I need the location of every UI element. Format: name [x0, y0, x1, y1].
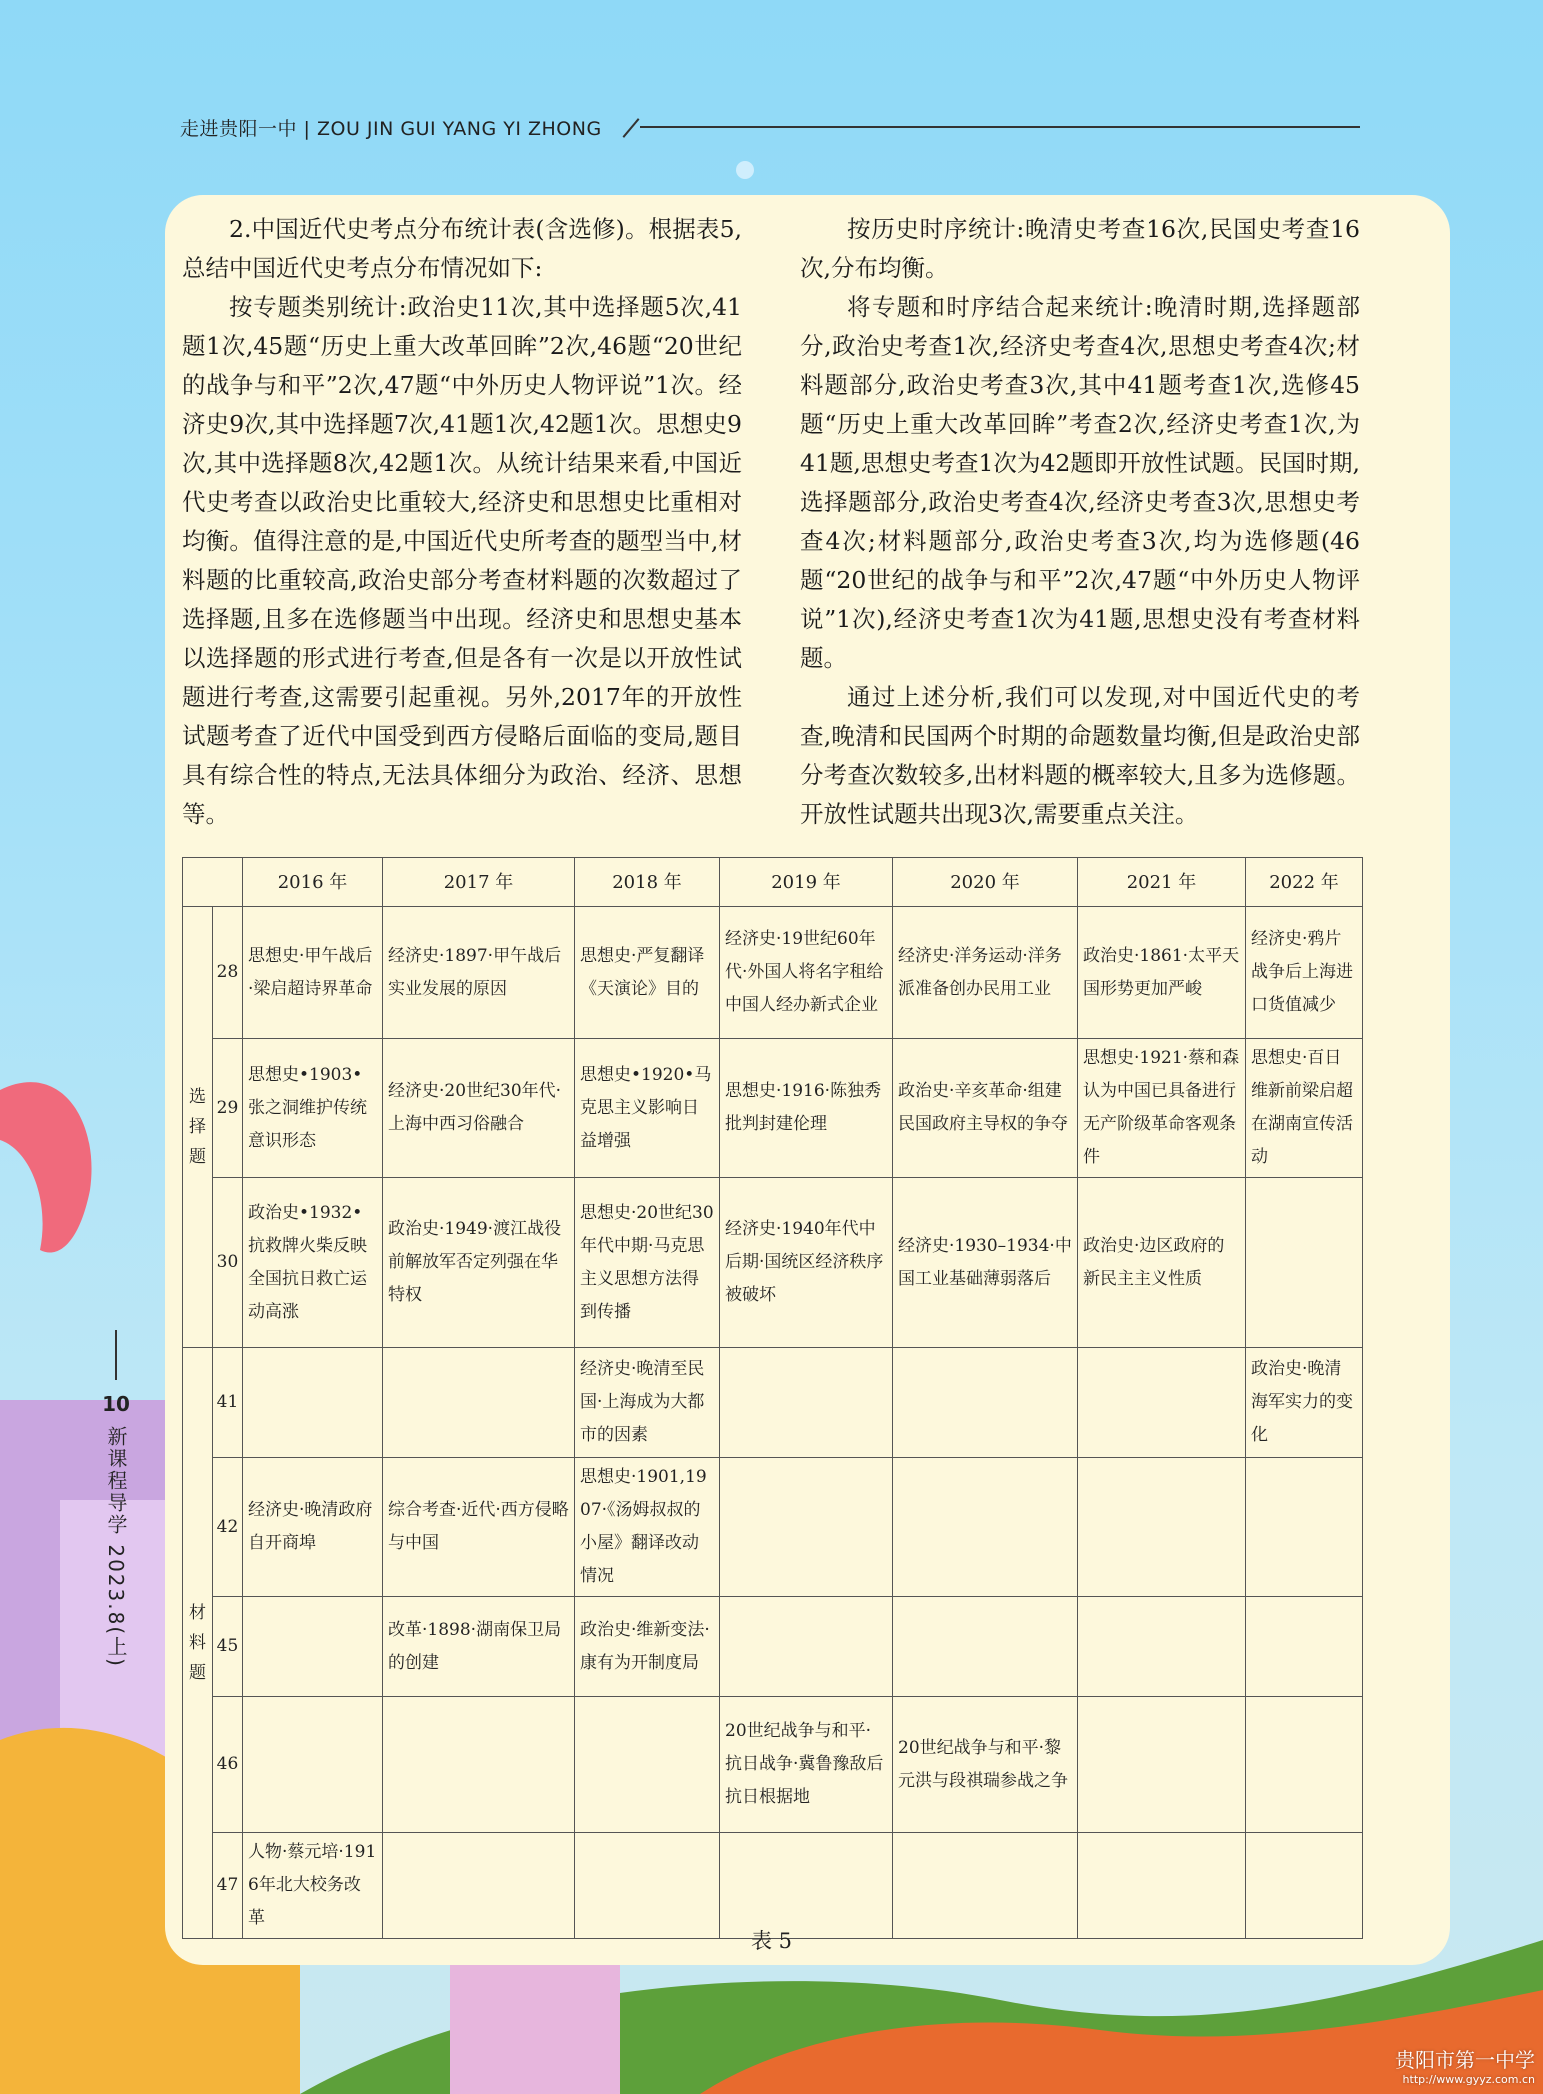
paragraph: 将专题和时序结合起来统计:晚清时期,选择题部分,政治史考查1次,经济史考查4次,思想史考查4次;材料题部分,政治史考查3次,其中41题考查1次,选修45题“历史上重大改革回眸”考查2次,经济史考查1次,为41题,思想史考查1次为42题即开放性试题。民国时期,选择题部分,政治史考查4次,经济史考查3次,思想史考查4次;材料题部分,政治史考查3次,均为选修题(46题“20世纪的战争与和平”2次,47题“中外历史人物评说”1次),经济史考查1次为41题,思想史没有考查材料题。 [800, 293, 1360, 672]
table-row [183, 1833, 1363, 1939]
table-cell: 人物·蔡元培·1916年北大校务改革 [243, 1833, 383, 1939]
table-cell [243, 1697, 383, 1833]
table-cell [1246, 1458, 1363, 1597]
table-cell: 政治史·晚清海军实力的变化 [1246, 1348, 1363, 1458]
table-cell [575, 1833, 720, 1939]
table-cell: 政治史·1861·太平天国形势更加严峻 [1078, 907, 1246, 1039]
table-cell: 经济史·1897·甲午战后实业发展的原因 [383, 907, 575, 1039]
table-cell: 改革·1898·湖南保卫局的创建 [383, 1597, 575, 1697]
table-cell: 经济史·鸦片战争后上海进口货值减少 [1246, 907, 1363, 1039]
paragraph: 通过上述分析,我们可以发现,对中国近代史的考查,晚清和民国两个时期的命题数量均衡,但是政治史部分考查次数较多,出材料题的概率较大,且多为选修题。开放性试题共出现3次,需要重点关注。 [800, 683, 1360, 828]
table-row [183, 1697, 1363, 1833]
table-cell: 思想史·1916·陈独秀批判封建伦理 [720, 1039, 893, 1178]
table-corner [183, 858, 243, 907]
table-cell: 20世纪战争与和平·黎元洪与段祺瑞参战之争 [893, 1697, 1078, 1833]
question-number: 28 [213, 907, 243, 1039]
left-column [182, 210, 742, 834]
table-cell [1078, 1458, 1246, 1597]
table-cell [893, 1348, 1078, 1458]
table-cell [720, 1597, 893, 1697]
table-cell: 经济史·19世纪60年代·外国人将名字租给中国人经办新式企业 [720, 907, 893, 1039]
table-row [183, 1348, 1363, 1458]
table-cell [1246, 1697, 1363, 1833]
table-cell: 思想史·百日维新前梁启超在湖南宣传活动 [1246, 1039, 1363, 1178]
table-cell [575, 1697, 720, 1833]
question-number: 41 [213, 1348, 243, 1458]
table-cell [1246, 1597, 1363, 1697]
table-cell: 经济史·洋务运动·洋务派准备创办民用工业 [893, 907, 1078, 1039]
table-cell: 思想史·20世纪30年代中期·马克思主义思想方法得到传播 [575, 1178, 720, 1348]
question-number: 47 [213, 1833, 243, 1939]
table-cell [1078, 1697, 1246, 1833]
table-cell [1078, 1833, 1246, 1939]
table-cell [1246, 1833, 1363, 1939]
table-cell: 政治史·1949·渡江战役前解放军否定列强在华特权 [383, 1178, 575, 1348]
table-cell: 经济史·晚清至民国·上海成为大都市的因素 [575, 1348, 720, 1458]
year-header: 2020 年 [893, 858, 1078, 907]
right-column [800, 210, 1360, 834]
table-cell [720, 1458, 893, 1597]
table-cell: 政治史·边区政府的新民主主义性质 [1078, 1178, 1246, 1348]
table-cell [383, 1697, 575, 1833]
year-header: 2016 年 [243, 858, 383, 907]
header-title: 走进贵阳一中 | ZOU JIN GUI YANG YI ZHONG [180, 118, 602, 140]
watermark-site: 贵阳市第一中学 [1395, 2048, 1535, 2072]
table-row [183, 1458, 1363, 1597]
table-cell [243, 1597, 383, 1697]
page-number: 10 [102, 1392, 130, 1416]
table-row [183, 1178, 1363, 1348]
watermark-url: http://www.gyyz.com.cn [1402, 2073, 1535, 2086]
year-header: 2022 年 [1246, 858, 1363, 907]
header-rule [640, 126, 1360, 128]
table-cell [383, 1833, 575, 1939]
table-cell: 经济史·晚清政府自开商埠 [243, 1458, 383, 1597]
table-cell [1078, 1348, 1246, 1458]
table-row [183, 1597, 1363, 1697]
table-cell: 经济史·20世纪30年代·上海中西习俗融合 [383, 1039, 575, 1178]
watermark [1395, 2044, 1535, 2086]
magazine-name: 新课程导学 2023.8(上) [104, 1426, 128, 1668]
table-cell: 经济史·1940年代中后期·国统区经济秩序被破坏 [720, 1178, 893, 1348]
year-header: 2019 年 [720, 858, 893, 907]
table-row [183, 1039, 1363, 1178]
table-caption: 表 5 [750, 1929, 793, 1953]
question-number: 45 [213, 1597, 243, 1697]
table-cell: 思想史•1920•马克思主义影响日益增强 [575, 1039, 720, 1178]
paragraph: 按历史时序统计:晚清史考查16次,民国史考查16次,分布均衡。 [800, 215, 1360, 282]
year-header: 2018 年 [575, 858, 720, 907]
question-number: 30 [213, 1178, 243, 1348]
table-cell [893, 1833, 1078, 1939]
table-cell: 经济史·1930–1934·中国工业基础薄弱落后 [893, 1178, 1078, 1348]
table-cell: 政治史·维新变法·康有为开制度局 [575, 1597, 720, 1697]
table-cell: 思想史·1921·蔡和森认为中国已具备进行无产阶级革命客观条件 [1078, 1039, 1246, 1178]
question-number: 42 [213, 1458, 243, 1597]
exam-statistics-table [182, 857, 1363, 1939]
paragraph: 2.中国近代史考点分布统计表(含选修)。根据表5,总结中国近代史考点分布情况如下: [182, 215, 742, 282]
table-cell [1246, 1178, 1363, 1348]
table-cell: 政治史•1932•抗救牌火柴反映全国抗日救亡运动高涨 [243, 1178, 383, 1348]
table-cell: 综合考查·近代·西方侵略与中国 [383, 1458, 575, 1597]
table-cell: 思想史•1903•张之洞维护传统意识形态 [243, 1039, 383, 1178]
table-cell: 思想史·严复翻译《天演论》目的 [575, 907, 720, 1039]
sidebar-rule [115, 1330, 117, 1380]
table-cell [243, 1348, 383, 1458]
paragraph: 按专题类别统计:政治史11次,其中选择题5次,41题1次,45题“历史上重大改革回眸”2次,46题“20世纪的战争与和平”2次,47题“中外历史人物评说”1次。经济史9次,其中选择题7次,41题1次,42题1次。思想史9次,其中选择题8次,42题1次。从统计结果来看,中国近代史考查以政治史比重较大,经济史和思想史比重相对均衡。值得注意的是,中国近代史所考查的题型当中,材料题的比重较高,政治史部分考查材料题的次数超过了选择题,且多在选修题当中出现。经济史和思想史基本以选择题的形式进行考查,但是各有一次是以开放性试题进行考查,这需要引起重视。另外,2017年的开放性试题考查了近代中国受到西方侵略后面临的变局,题目具有综合性的特点,无法具体细分为政治、经济、思想等。 [182, 293, 742, 828]
table-cell: 思想史·1901,1907·《汤姆叔叔的小屋》翻译改动情况 [575, 1458, 720, 1597]
year-header: 2021 年 [1078, 858, 1246, 907]
table-cell [720, 1833, 893, 1939]
table-cell: 政治史·辛亥革命·组建民国政府主导权的争夺 [893, 1039, 1078, 1178]
table-cell [893, 1597, 1078, 1697]
question-number: 29 [213, 1039, 243, 1178]
category-material: 材料题 [183, 1348, 213, 1939]
table-cell [893, 1458, 1078, 1597]
category-choice: 选择题 [183, 907, 213, 1348]
table-cell [720, 1348, 893, 1458]
table-cell [1078, 1597, 1246, 1697]
table-cell: 20世纪战争与和平·抗日战争·冀鲁豫敌后抗日根据地 [720, 1697, 893, 1833]
table-cell [383, 1348, 575, 1458]
year-header: 2017 年 [383, 858, 575, 907]
table-cell: 思想史·甲午战后·梁启超诗界革命 [243, 907, 383, 1039]
table-row [183, 907, 1363, 1039]
table-header-row [183, 858, 1363, 907]
page-sidebar [98, 1330, 134, 1668]
question-number: 46 [213, 1697, 243, 1833]
